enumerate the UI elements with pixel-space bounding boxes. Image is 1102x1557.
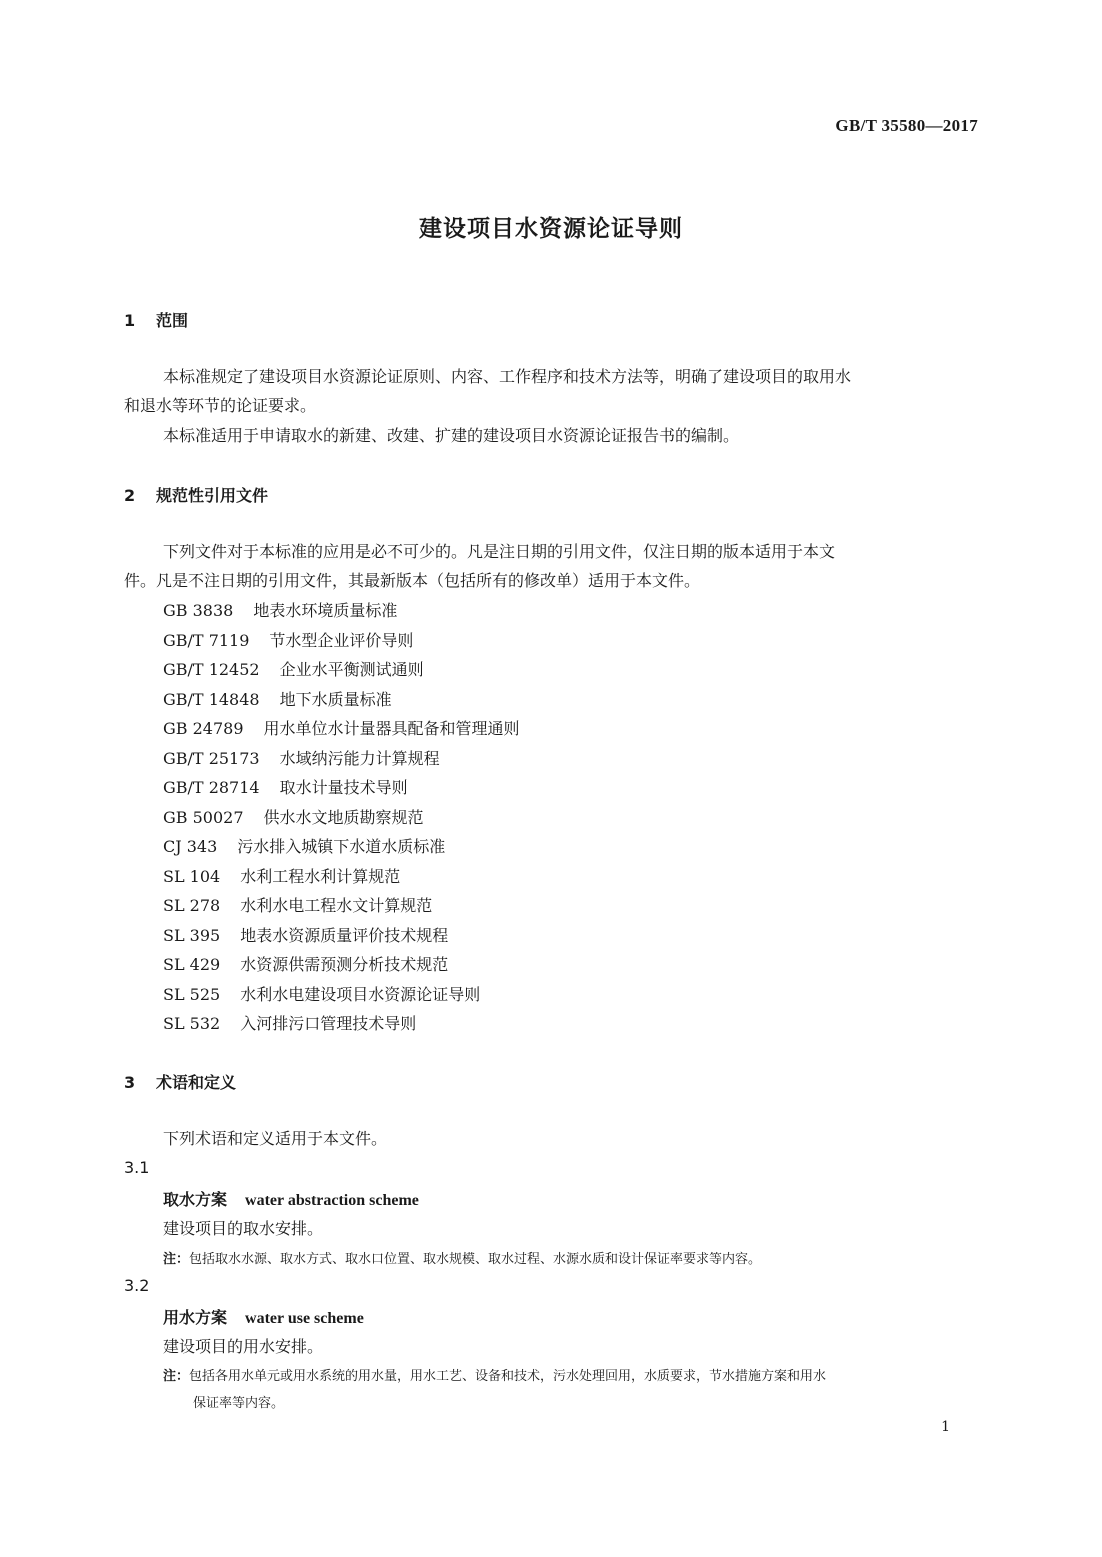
reference-code: CJ 343 [163,837,218,856]
section-2-heading [124,483,268,506]
term-number: 3.2 [124,1276,150,1295]
section-2-intro-line-2: 件。凡是不注日期的引用文件，其最新版本（包括所有的修改单）适用于本文件。 [124,571,701,590]
term-note [163,1365,826,1384]
reference-title: 地下水质量标准 [279,690,392,709]
section-1-heading [124,308,188,331]
reference-item [163,952,448,975]
reference-code: SL 278 [163,896,221,915]
reference-code: SL 525 [163,985,221,1004]
reference-item [163,893,432,916]
reference-title: 地表水环境质量标准 [253,601,398,620]
document-title: 建设项目水资源论证导则 [419,216,683,242]
reference-item [163,923,448,946]
section-title: 规范性引用文件 [156,486,269,505]
reference-title: 节水型企业评价导则 [269,631,414,650]
term-en: water use scheme [245,1310,364,1327]
note-text: 包括各用水单元或用水系统的用水量，用水工艺、设备和技术，污水处理回用，水质要求，节水措施方案和用水 [189,1369,827,1384]
reference-item [163,1011,416,1034]
standard-code: GB/T 35580—2017 [835,116,978,135]
reference-item [163,687,392,710]
reference-title: 水域纳污能力计算规程 [279,749,440,768]
reference-item [163,628,413,651]
note-label: 注： [163,1252,190,1267]
term-note-continuation: 保证率等内容。 [193,1396,285,1411]
section-3-heading [124,1070,236,1093]
term-definition: 建设项目的用水安排。 [163,1337,324,1356]
reference-title: 入河排污口管理技术导则 [240,1014,417,1033]
reference-code: GB/T 25173 [163,749,260,768]
reference-code: GB 50027 [163,808,244,827]
reference-code: SL 532 [163,1014,221,1033]
section-1-paragraph-1-line-1: 本标准规定了建设项目水资源论证原则、内容、工作程序和技术方法等，明确了建设项目的取用水 [163,367,852,386]
reference-title: 地表水资源质量评价技术规程 [240,926,449,945]
section-title: 范围 [156,311,189,330]
reference-code: GB/T 14848 [163,690,260,709]
note-label: 注： [163,1369,190,1384]
section-1-paragraph-1-line-2: 和退水等环节的论证要求。 [124,396,317,415]
reference-item [163,716,520,739]
reference-title: 用水单位水计量器具配备和管理通则 [263,719,520,738]
section-number: 2 [124,486,136,505]
reference-title: 水利水电工程水文计算规范 [240,896,433,915]
term-note [163,1248,761,1267]
section-number: 1 [124,311,136,330]
term-definition: 建设项目的取水安排。 [163,1219,324,1238]
section-title: 术语和定义 [156,1073,237,1092]
reference-title: 污水排入城镇下水道水质标准 [237,837,446,856]
reference-code: SL 104 [163,867,221,886]
reference-title: 供水水文地质勘察规范 [263,808,424,827]
reference-item [163,657,424,680]
reference-item [163,746,440,769]
reference-item [163,775,408,798]
reference-item [163,834,445,857]
term-en: water abstraction scheme [245,1192,419,1209]
reference-title: 水利工程水利计算规范 [240,867,401,886]
section-1-paragraph-2: 本标准适用于申请取水的新建、改建、扩建的建设项目水资源论证报告书的编制。 [163,426,740,445]
section-2-intro-line-1: 下列文件对于本标准的应用是必不可少的。凡是注日期的引用文件，仅注日期的版本适用于本文 [163,542,836,561]
reference-item [163,805,424,828]
reference-item [163,982,480,1005]
term-number: 3.1 [124,1158,150,1177]
reference-code: GB/T 28714 [163,778,260,797]
term-heading [163,1187,419,1210]
reference-code: SL 429 [163,955,221,974]
reference-title: 水利水电建设项目水资源论证导则 [240,985,481,1004]
section-3-intro: 下列术语和定义适用于本文件。 [163,1129,388,1148]
term-zh: 用水方案 [163,1308,228,1327]
note-text: 包括取水水源、取水方式、取水口位置、取水规模、取水过程、水源水质和设计保证率要求等内容。 [189,1252,762,1267]
reference-code: GB 3838 [163,601,234,620]
reference-title: 取水计量技术导则 [279,778,408,797]
reference-code: GB/T 7119 [163,631,250,650]
section-number: 3 [124,1073,136,1092]
reference-item [163,598,397,621]
reference-title: 企业水平衡测试通则 [279,660,424,679]
term-heading [163,1305,364,1328]
reference-code: GB/T 12452 [163,660,260,679]
term-zh: 取水方案 [163,1190,228,1209]
reference-title: 水资源供需预测分析技术规范 [240,955,449,974]
reference-item [163,864,400,887]
reference-code: SL 395 [163,926,221,945]
reference-code: GB 24789 [163,719,244,738]
page-number: 1 [941,1419,950,1435]
